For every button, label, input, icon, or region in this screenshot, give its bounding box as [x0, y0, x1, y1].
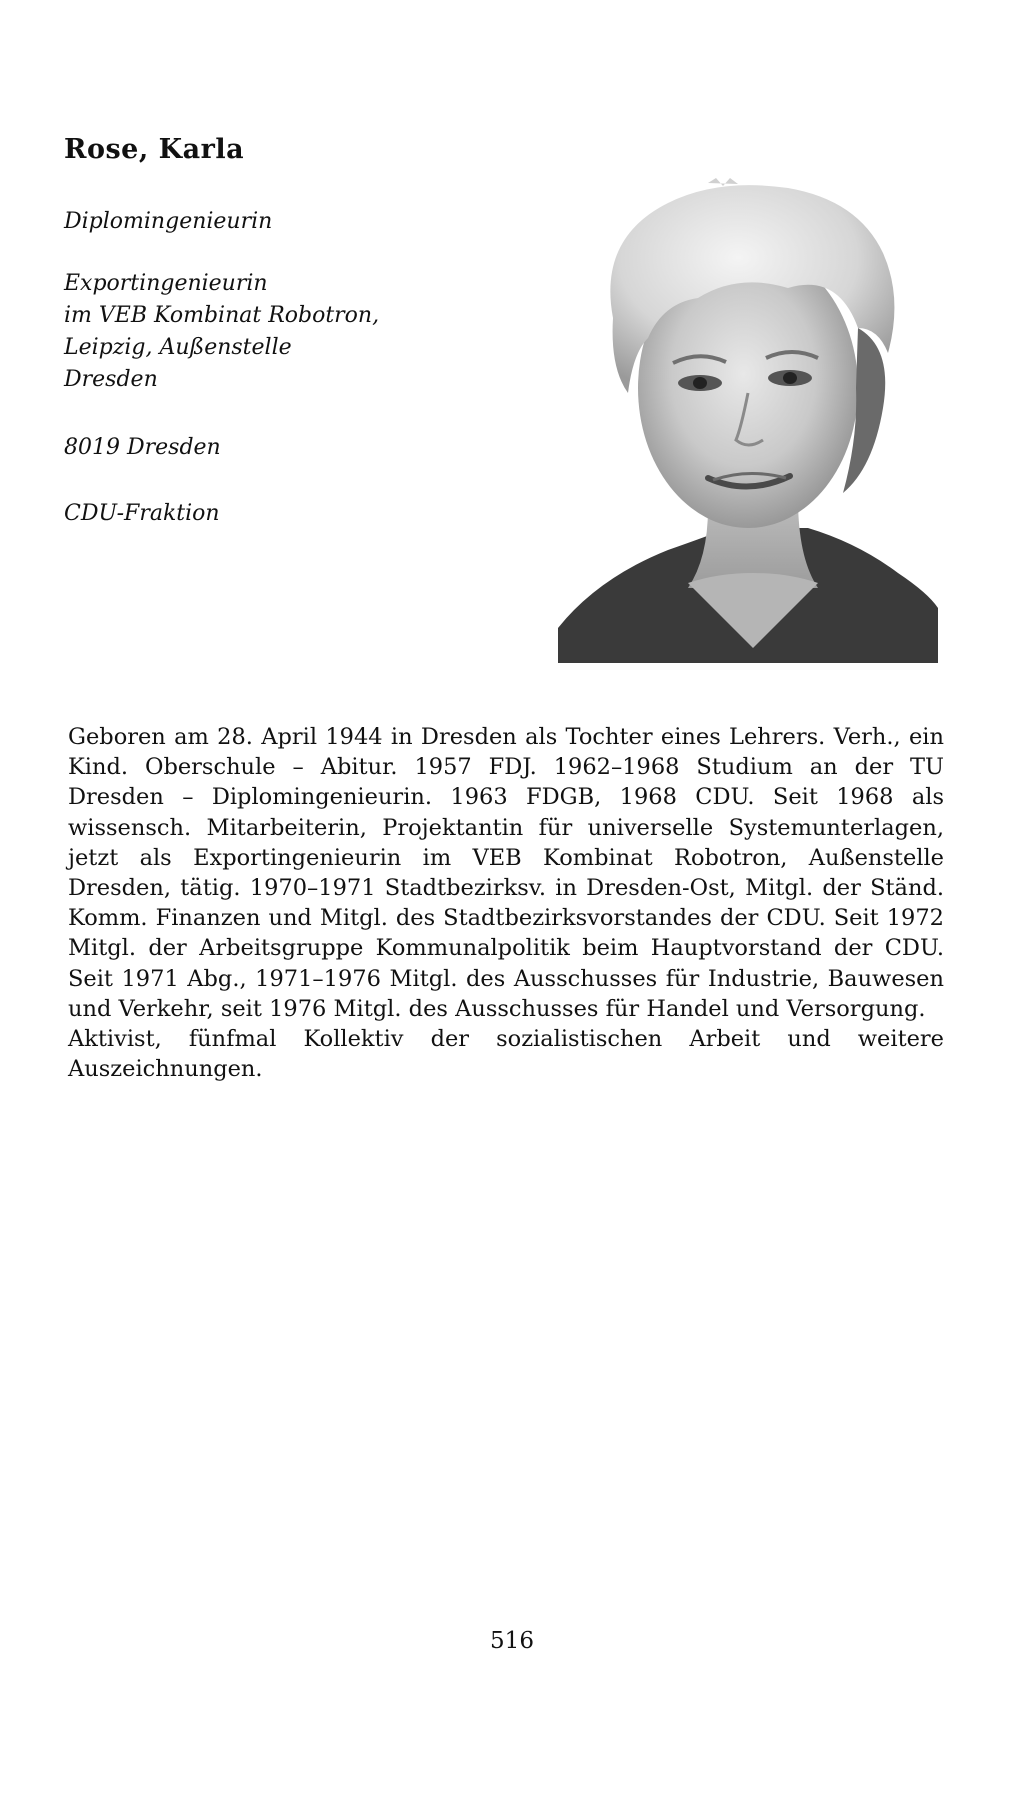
position-line-4: Dresden: [64, 367, 158, 392]
biography-text: [68, 722, 944, 1084]
portrait-photo: [558, 178, 938, 663]
position-line-2: im VEB Kombinat Robotron,: [64, 303, 380, 328]
academic-title: Diplomingenieurin: [64, 209, 273, 234]
biography-paragraph: Geboren am 28. April 1944 in Dresden als Tochter eines Lehrers. Verh., ein Kind. Oberschule – Abitur. 1957 FDJ. 1962–1968 Studium an der TU Dresden – Diplomingenieurin. 1963 FDGB, 1968 CDU. Seit 1968 als wissensch. Mitarbeiterin, Projektantin für universelle Systemunterlagen, jetzt als Exportingenieurin im VEB Kombinat Robotron, Außenstelle Dresden, tätig. 1970–1971 Stadtbezirksv. in Dresden-Ost, Mitgl. der Ständ. Komm. Finanzen und Mitgl. des Stadtbezirksvorstandes der CDU. Seit 1972 Mitgl. der Arbeitsgruppe Kommunalpolitik beim Hauptvorstand der CDU. Seit 1971 Abg., 1971–1976 Mitgl. des Ausschusses für Industrie, Bauwesen und Verkehr, seit 1976 Mitgl. des Ausschusses für Handel und Versorgung.: [68, 724, 944, 1022]
entry-name: Rose, Karla: [64, 134, 245, 165]
position-line-1: Exportingenieurin: [64, 271, 268, 296]
page-number: 516: [490, 1628, 534, 1654]
position-line-3: Leipzig, Außenstelle: [64, 335, 292, 360]
city: 8019 Dresden: [64, 435, 221, 460]
awards-paragraph: Aktivist, fünfmal Kollektiv der sozialistischen Arbeit und weitere Auszeichnungen.: [68, 1026, 944, 1083]
faction: CDU-Fraktion: [64, 501, 220, 526]
